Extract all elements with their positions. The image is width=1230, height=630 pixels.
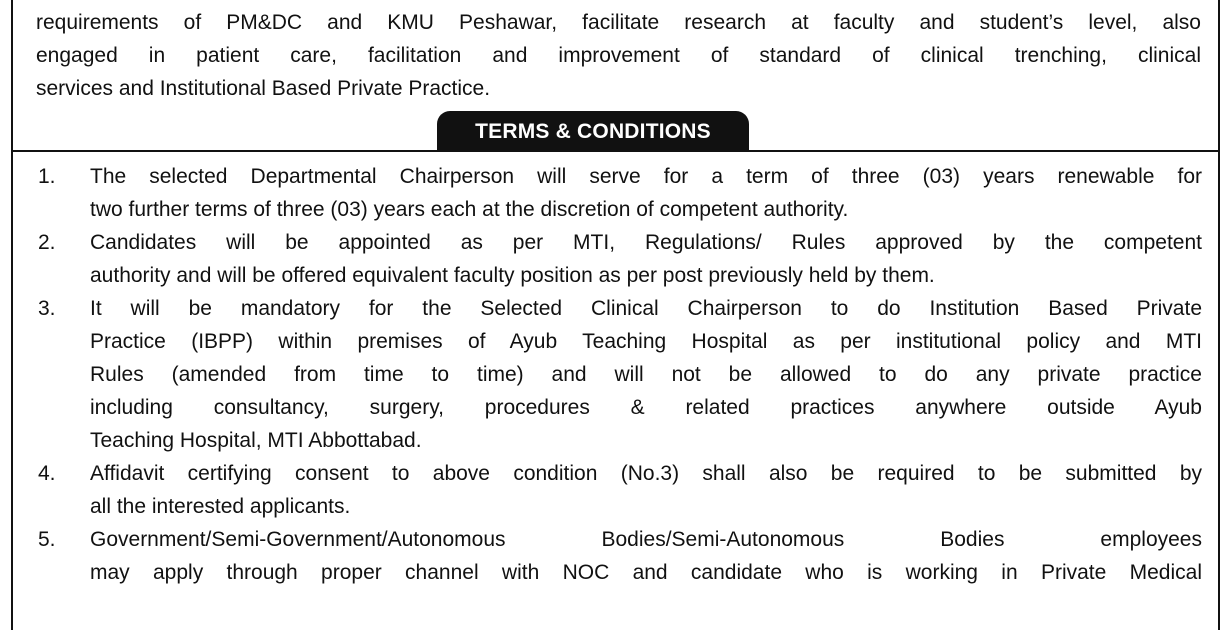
term-line: Rules (amended from time to time) and will not be allowed to do any private practice	[90, 363, 1202, 386]
term-line: Teaching Hospital, MTI Abbottabad.	[90, 429, 422, 452]
term-text	[90, 292, 1202, 457]
term-text	[90, 160, 1202, 226]
term-item	[36, 292, 1202, 457]
term-number: 4.	[38, 462, 56, 485]
term-line: Candidates will be appointed as per MTI, Regulations/ Rules approved by the competent	[90, 231, 1202, 254]
term-item	[36, 160, 1202, 226]
term-line: two further terms of three (03) years each at the discretion of competent authority.	[90, 198, 849, 221]
term-text	[90, 226, 1202, 292]
term-line: Government/Semi-Government/Autonomous Bodies/Semi-Autonomous Bodies employees	[90, 528, 1202, 551]
terms-list	[36, 160, 1202, 589]
intro-line: engaged in patient care, facilitation and improvement of standard of clinical trenching, clinical	[36, 44, 1201, 67]
term-line: including consultancy, surgery, procedures & related practices anywhere outside Ayub	[90, 396, 1202, 419]
term-line: It will be mandatory for the Selected Clinical Chairperson to do Institution Based Private	[90, 297, 1202, 320]
terms-heading: TERMS & CONDITIONS	[437, 111, 749, 151]
intro-line: services and Institutional Based Private Practice.	[36, 77, 491, 100]
term-line: all the interested applicants.	[90, 495, 351, 518]
term-text	[90, 457, 1202, 523]
term-text	[90, 523, 1202, 589]
term-line: The selected Departmental Chairperson will serve for a term of three (03) years renewable for	[90, 165, 1202, 188]
term-line: Affidavit certifying consent to above condition (No.3) shall also be required to be submitted by	[90, 462, 1202, 485]
term-number: 3.	[38, 297, 56, 320]
term-number: 1.	[38, 165, 56, 188]
term-item	[36, 523, 1202, 589]
term-line: may apply through proper channel with NOC and candidate who is working in Private Medical	[90, 561, 1202, 584]
term-line: Practice (IBPP) within premises of Ayub Teaching Hospital as per institutional policy and MTI	[90, 330, 1202, 353]
intro-line: requirements of PM&DC and KMU Peshawar, facilitate research at faculty and student’s level, also	[36, 11, 1201, 34]
term-item	[36, 226, 1202, 292]
term-number: 2.	[38, 231, 56, 254]
intro-paragraph	[36, 6, 1201, 105]
term-item	[36, 457, 1202, 523]
term-line: authority and will be offered equivalent faculty position as per post previously held by them.	[90, 264, 935, 287]
term-number: 5.	[38, 528, 56, 551]
